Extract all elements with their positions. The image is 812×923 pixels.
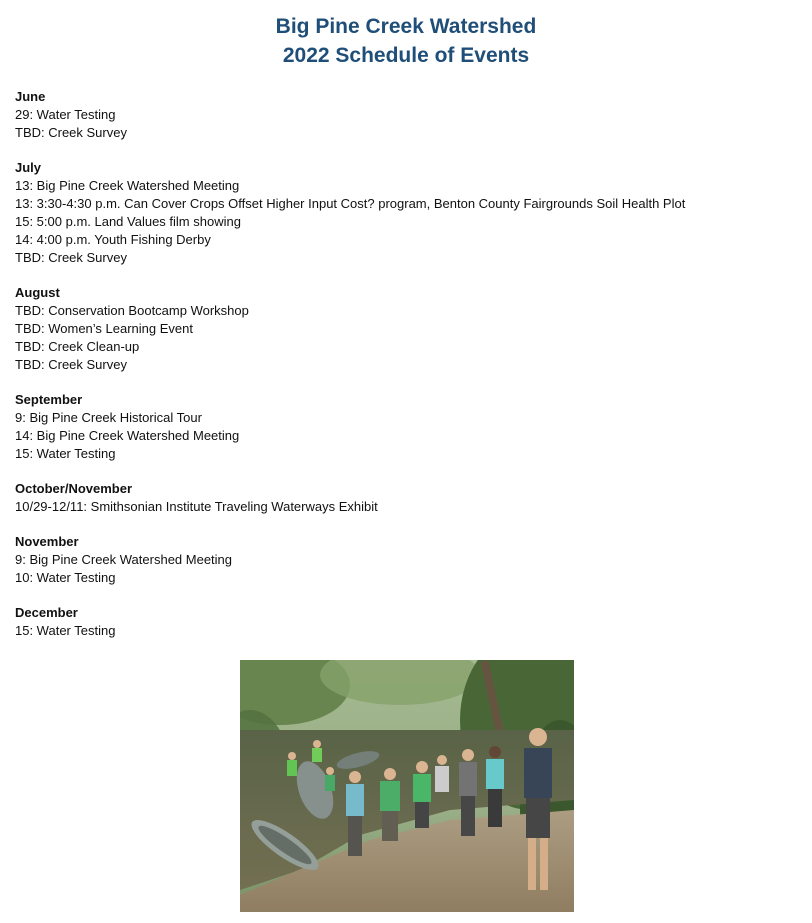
event-item: 13: 3:30-4:30 p.m. Can Cover Crops Offset Higher Input Cost? program, Benton County Fairgrounds Soil Health Plot — [15, 196, 686, 211]
page-title — [0, 12, 812, 70]
title-line-2: 2022 Schedule of Events — [282, 44, 530, 67]
event-item: TBD: Women’s Learning Event — [15, 321, 193, 336]
month-december — [15, 604, 795, 640]
month-heading: December — [15, 605, 78, 620]
event-item: 15: Water Testing — [15, 623, 116, 638]
event-item: 13: Big Pine Creek Watershed Meeting — [15, 178, 240, 193]
group-photo-illustration — [240, 660, 574, 912]
month-heading: June — [15, 89, 46, 104]
month-heading: November — [15, 534, 79, 549]
event-item: 14: 4:00 p.m. Youth Fishing Derby — [15, 232, 211, 247]
month-june — [15, 88, 795, 142]
event-item: 9: Big Pine Creek Watershed Meeting — [15, 552, 233, 567]
schedule-list — [15, 88, 795, 657]
group-photo — [240, 660, 574, 912]
event-item: 15: Water Testing — [15, 446, 116, 461]
month-heading: September — [15, 392, 83, 407]
event-item: 29: Water Testing — [15, 107, 116, 122]
event-item: 9: Big Pine Creek Historical Tour — [15, 410, 202, 425]
event-item: 14: Big Pine Creek Watershed Meeting — [15, 428, 240, 443]
month-september — [15, 391, 795, 463]
month-october-november — [15, 480, 795, 516]
event-item: TBD: Creek Survey — [15, 125, 127, 140]
event-item: 10: Water Testing — [15, 570, 116, 585]
month-heading: October/November — [15, 481, 133, 496]
month-july — [15, 159, 795, 267]
title-line-1: Big Pine Creek Watershed — [275, 15, 537, 38]
event-item: 10/29-12/11: Smithsonian Institute Traveling Waterways Exhibit — [15, 499, 378, 514]
month-heading: August — [15, 285, 60, 300]
event-item: TBD: Creek Clean-up — [15, 339, 140, 354]
event-item: TBD: Creek Survey — [15, 250, 127, 265]
event-item: TBD: Conservation Bootcamp Workshop — [15, 303, 249, 318]
event-item: 15: 5:00 p.m. Land Values film showing — [15, 214, 241, 229]
month-november — [15, 533, 795, 587]
month-august — [15, 284, 795, 374]
month-heading: July — [15, 160, 42, 175]
event-item: TBD: Creek Survey — [15, 357, 127, 372]
